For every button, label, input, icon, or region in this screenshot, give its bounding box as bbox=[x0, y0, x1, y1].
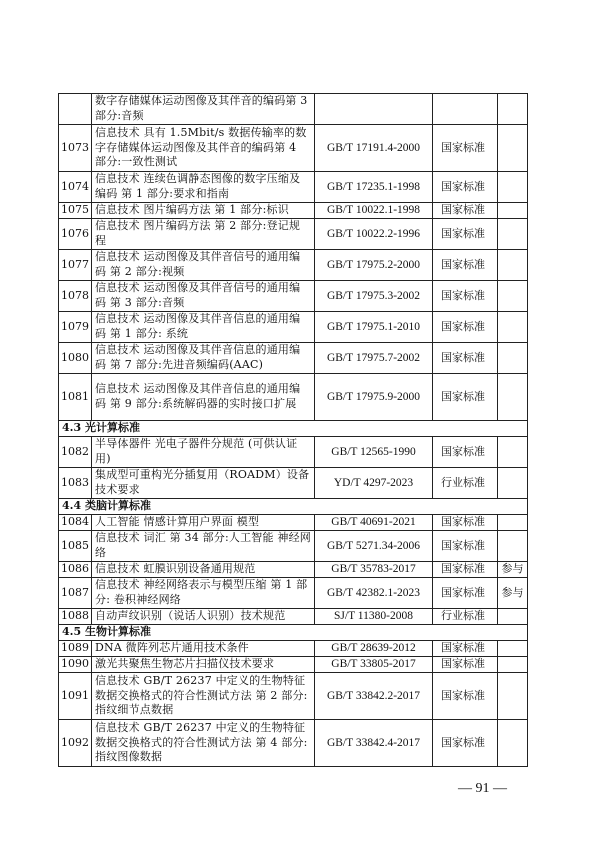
standard-code bbox=[315, 94, 433, 125]
table-row bbox=[59, 312, 528, 343]
standard-name: 人工智能 情感计算用户界面 模型 bbox=[92, 515, 315, 531]
table-row bbox=[59, 172, 528, 203]
standard-name: 信息技术 运动图像及其伴音信息的通用编码 第 7 部分:先进音频编码(AAC) bbox=[92, 343, 315, 374]
row-note bbox=[498, 720, 528, 767]
standard-name: 半导体器件 光电子器件分规范 (可供认证用) bbox=[92, 437, 315, 468]
section-heading: 4.3 光计算标准 bbox=[59, 421, 528, 437]
standard-code: GB/T 17235.1-1998 bbox=[315, 172, 433, 203]
row-note bbox=[498, 374, 528, 421]
standard-name: 自动声纹识别（说话人识别）技术规范 bbox=[92, 609, 315, 625]
standard-type: 国家标准 bbox=[433, 641, 498, 657]
standard-code: GB/T 28639-2012 bbox=[315, 641, 433, 657]
row-number: 1087 bbox=[59, 578, 92, 609]
standard-name: 信息技术 运动图像及其伴音信号的通用编码 第 3 部分:音频 bbox=[92, 281, 315, 312]
table-row bbox=[59, 515, 528, 531]
row-note bbox=[498, 125, 528, 172]
standard-name: 信息技术 GB/T 26237 中定义的生物特征数据交换格式的符合性测试方法 第 4 部分: 指纹图像数据 bbox=[92, 720, 315, 767]
row-number: 1084 bbox=[59, 515, 92, 531]
standard-code: GB/T 42382.1-2023 bbox=[315, 578, 433, 609]
row-number: 1088 bbox=[59, 609, 92, 625]
standard-name: 信息技术 神经网络表示与模型压缩 第 1 部分: 卷积神经网络 bbox=[92, 578, 315, 609]
table-row bbox=[59, 343, 528, 374]
standard-type: 国家标准 bbox=[433, 531, 498, 562]
standard-code: GB/T 33842.2-2017 bbox=[315, 673, 433, 720]
standard-code: GB/T 17975.3-2002 bbox=[315, 281, 433, 312]
standard-name: 集成型可重构光分插复用（ROADM）设备技术要求 bbox=[92, 468, 315, 499]
row-number: 1078 bbox=[59, 281, 92, 312]
standard-type: 国家标准 bbox=[433, 281, 498, 312]
standard-type: 行业标准 bbox=[433, 609, 498, 625]
standard-type: 国家标准 bbox=[433, 125, 498, 172]
standard-type: 国家标准 bbox=[433, 720, 498, 767]
standard-code: GB/T 17191.4-2000 bbox=[315, 125, 433, 172]
row-note bbox=[498, 515, 528, 531]
standard-code: GB/T 17975.9-2000 bbox=[315, 374, 433, 421]
standard-name: 信息技术 运动图像及其伴音信息的通用编码 第 9 部分:系统解码器的实时接口扩展 bbox=[92, 374, 315, 421]
standard-name: DNA 微阵列芯片通用技术条件 bbox=[92, 641, 315, 657]
standard-code: GB/T 10022.2-1996 bbox=[315, 219, 433, 250]
standard-type: 国家标准 bbox=[433, 673, 498, 720]
section-heading: 4.5 生物计算标准 bbox=[59, 625, 528, 641]
table-row bbox=[59, 609, 528, 625]
standard-code: GB/T 10022.1-1998 bbox=[315, 203, 433, 219]
row-number: 1079 bbox=[59, 312, 92, 343]
row-note bbox=[498, 437, 528, 468]
section-heading-row bbox=[59, 625, 528, 641]
table-row bbox=[59, 531, 528, 562]
row-note bbox=[498, 172, 528, 203]
standard-name: 信息技术 词汇 第 34 部分:人工智能 神经网络 bbox=[92, 531, 315, 562]
table-row bbox=[59, 578, 528, 609]
standard-type: 国家标准 bbox=[433, 219, 498, 250]
standard-type: 国家标准 bbox=[433, 562, 498, 578]
standard-name: 信息技术 虹膜识别设备通用规范 bbox=[92, 562, 315, 578]
standard-code: GB/T 17975.7-2002 bbox=[315, 343, 433, 374]
standard-type bbox=[433, 94, 498, 125]
row-number: 1085 bbox=[59, 531, 92, 562]
row-note bbox=[498, 641, 528, 657]
row-number: 1092 bbox=[59, 720, 92, 767]
table-row bbox=[59, 281, 528, 312]
standards-table bbox=[58, 93, 528, 767]
standard-name: 信息技术 图片编码方法 第 2 部分:登记规程 bbox=[92, 219, 315, 250]
section-heading-row bbox=[59, 421, 528, 437]
row-note: 参与 bbox=[498, 562, 528, 578]
row-number: 1082 bbox=[59, 437, 92, 468]
row-number: 1086 bbox=[59, 562, 92, 578]
row-note bbox=[498, 343, 528, 374]
table-row bbox=[59, 125, 528, 172]
row-note bbox=[498, 468, 528, 499]
standard-type: 国家标准 bbox=[433, 515, 498, 531]
row-note bbox=[498, 281, 528, 312]
table-row bbox=[59, 641, 528, 657]
standard-type: 国家标准 bbox=[433, 374, 498, 421]
standard-name: 信息技术 连续色调静态图像的数字压缩及编码 第 1 部分:要求和指南 bbox=[92, 172, 315, 203]
page-number: — 91 — bbox=[458, 781, 507, 796]
row-number: 1074 bbox=[59, 172, 92, 203]
standard-code: SJ/T 11380-2008 bbox=[315, 609, 433, 625]
row-number: 1077 bbox=[59, 250, 92, 281]
standard-type: 行业标准 bbox=[433, 468, 498, 499]
standard-code: GB/T 17975.1-2010 bbox=[315, 312, 433, 343]
standard-name: 激光共聚焦生物芯片扫描仪技术要求 bbox=[92, 657, 315, 673]
standard-code: GB/T 35783-2017 bbox=[315, 562, 433, 578]
standard-name: 信息技术 具有 1.5Mbit/s 数据传输率的数字存储媒体运动图像及其伴音的编码第 4 部分:一致性测试 bbox=[92, 125, 315, 172]
standard-type: 国家标准 bbox=[433, 437, 498, 468]
row-note bbox=[498, 250, 528, 281]
table-row bbox=[59, 437, 528, 468]
row-number: 1076 bbox=[59, 219, 92, 250]
table-row bbox=[59, 562, 528, 578]
table-row bbox=[59, 720, 528, 767]
table-row bbox=[59, 657, 528, 673]
row-note: 参与 bbox=[498, 578, 528, 609]
standard-code: GB/T 33805-2017 bbox=[315, 657, 433, 673]
standard-type: 国家标准 bbox=[433, 172, 498, 203]
standard-name: 信息技术 图片编码方法 第 1 部分:标识 bbox=[92, 203, 315, 219]
standard-code: GB/T 40691-2021 bbox=[315, 515, 433, 531]
standard-code: YD/T 4297-2023 bbox=[315, 468, 433, 499]
table-row bbox=[59, 374, 528, 421]
standard-name: 信息技术 运动图像及其伴音信息的通用编码 第 1 部分: 系统 bbox=[92, 312, 315, 343]
standard-name: 信息技术 运动图像及其伴音信号的通用编码 第 2 部分:视频 bbox=[92, 250, 315, 281]
row-number: 1089 bbox=[59, 641, 92, 657]
standard-type: 国家标准 bbox=[433, 250, 498, 281]
section-heading-row bbox=[59, 499, 528, 515]
row-note bbox=[498, 203, 528, 219]
table-row bbox=[59, 673, 528, 720]
section-heading: 4.4 类脑计算标准 bbox=[59, 499, 528, 515]
row-number: 1080 bbox=[59, 343, 92, 374]
standard-code: GB/T 33842.4-2017 bbox=[315, 720, 433, 767]
standard-code: GB/T 12565-1990 bbox=[315, 437, 433, 468]
table-row bbox=[59, 468, 528, 499]
row-note bbox=[498, 312, 528, 343]
standard-code: GB/T 5271.34-2006 bbox=[315, 531, 433, 562]
standard-type: 国家标准 bbox=[433, 312, 498, 343]
standard-type: 国家标准 bbox=[433, 578, 498, 609]
row-number: 1081 bbox=[59, 374, 92, 421]
table-row bbox=[59, 203, 528, 219]
standard-type: 国家标准 bbox=[433, 657, 498, 673]
row-note bbox=[498, 219, 528, 250]
row-note bbox=[498, 657, 528, 673]
row-number: 1075 bbox=[59, 203, 92, 219]
standard-type: 国家标准 bbox=[433, 203, 498, 219]
row-note bbox=[498, 673, 528, 720]
row-note bbox=[498, 531, 528, 562]
row-note bbox=[498, 94, 528, 125]
standard-type: 国家标准 bbox=[433, 343, 498, 374]
standards-table-body bbox=[59, 94, 528, 767]
table-row bbox=[59, 250, 528, 281]
table-row bbox=[59, 94, 528, 125]
row-number: 1083 bbox=[59, 468, 92, 499]
row-number: 1073 bbox=[59, 125, 92, 172]
row-number bbox=[59, 94, 92, 125]
standard-code: GB/T 17975.2-2000 bbox=[315, 250, 433, 281]
table-row bbox=[59, 219, 528, 250]
row-number: 1091 bbox=[59, 673, 92, 720]
row-note bbox=[498, 609, 528, 625]
standard-name: 信息技术 GB/T 26237 中定义的生物特征数据交换格式的符合性测试方法 第 2 部分: 指纹细节点数据 bbox=[92, 673, 315, 720]
row-number: 1090 bbox=[59, 657, 92, 673]
standard-name: 数字存储媒体运动图像及其伴音的编码第 3 部分:音频 bbox=[92, 94, 315, 125]
